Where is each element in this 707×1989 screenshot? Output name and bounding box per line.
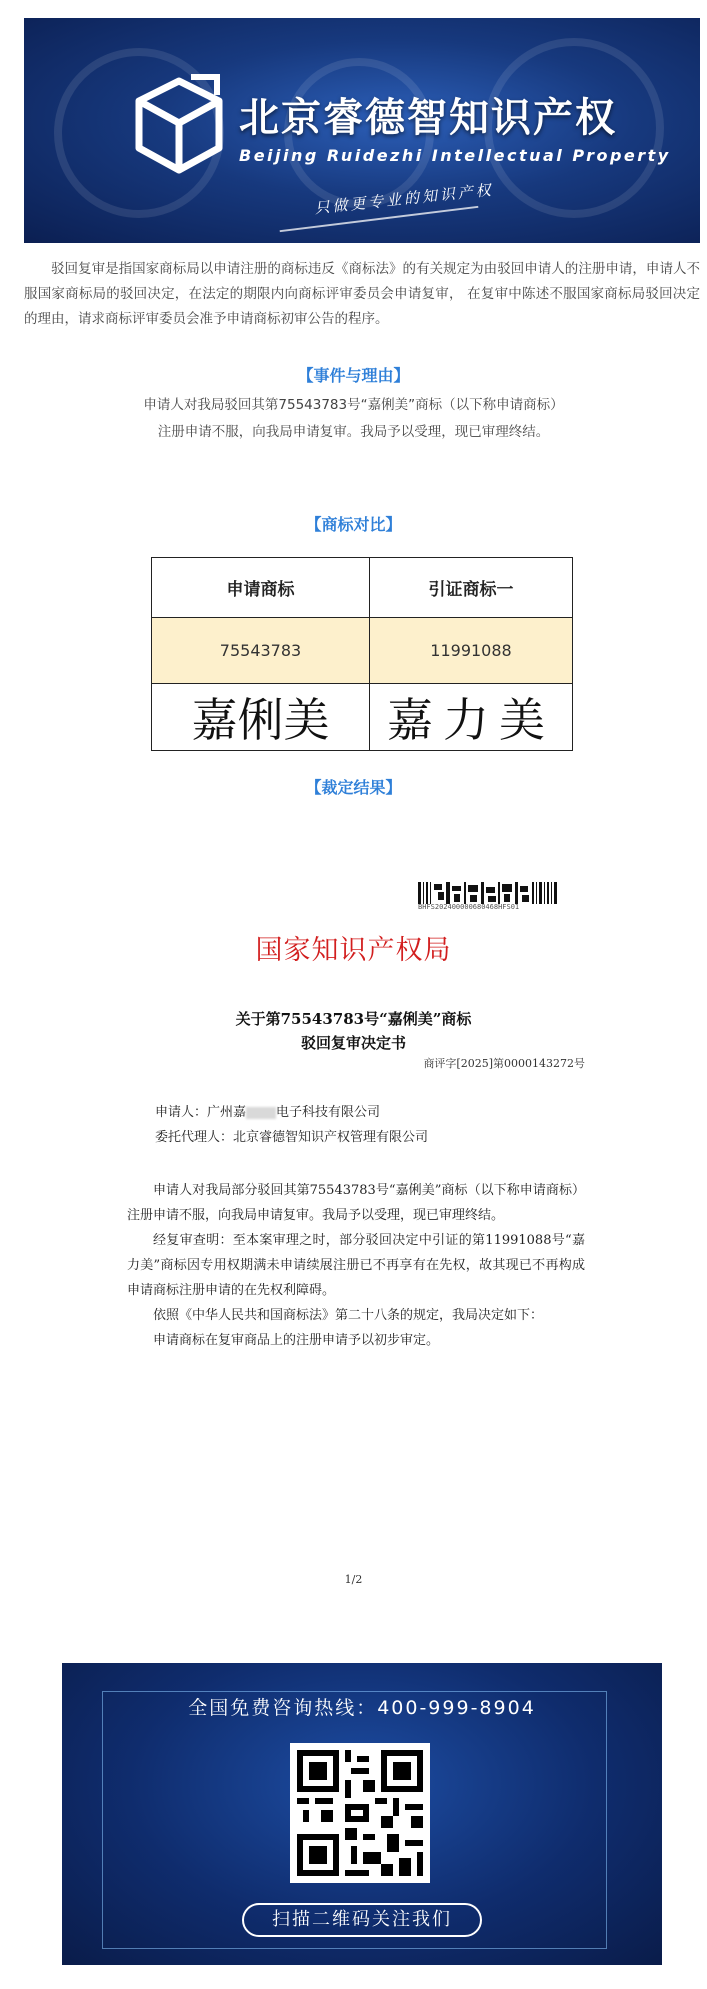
applicant-suffix: 电子科技有限公司 — [276, 1105, 381, 1120]
result-section-title: 【裁定结果】 — [305, 778, 402, 797]
banner-title: 北京睿德智知识产权 — [239, 95, 617, 141]
applicant-line — [155, 1100, 380, 1125]
reason-section-title: 【事件与理由】 — [297, 366, 410, 385]
header-cited-mark: 引证商标一 — [370, 558, 573, 618]
qr-code[interactable] — [290, 1743, 430, 1883]
reason-line-2: 注册申请不服，向我局申请复审。我局予以受理，现已审理终结。 — [157, 424, 550, 440]
reason-line-1: 申请人对我局驳回其第75543783号“嘉俐美”商标（以下称申请商标） — [143, 397, 564, 413]
applied-mark-text: 嘉俐美 — [152, 684, 370, 751]
decision-paragraph-3: 依照《中华人民共和国商标法》第二十八条的规定，我局决定如下： — [153, 1308, 544, 1323]
cited-mark-number: 11991088 — [370, 618, 573, 684]
agency-name: 国家知识产权局 — [255, 935, 452, 966]
table-row — [152, 618, 573, 684]
barcode-text: BHFS202400000680468HFS01 — [418, 903, 520, 911]
contact-footer — [62, 1663, 662, 1965]
barcode-icon — [418, 882, 560, 904]
decision-paragraph-1: 申请人对我局部分驳回其第75543783号“嘉俐美”商标（以下称申请商标）注册申请不服，向我局申请复审。我局予以受理，现已审理终结。 — [127, 1183, 585, 1223]
decision-number: 商评字[2025]第0000143272号 — [423, 1057, 585, 1070]
applied-mark-number: 75543783 — [152, 618, 370, 684]
cited-mark-text: 嘉力美 — [370, 684, 573, 751]
banner-slogan: 只做更专业的知识产权 — [313, 180, 495, 218]
banner-subtitle: Beijing Ruidezhi Intellectual Property — [239, 146, 671, 165]
header-applied-mark: 申请商标 — [152, 558, 370, 618]
agent-line: 委托代理人：北京睿德智知识产权管理有限公司 — [155, 1130, 429, 1145]
applicant-prefix: 申请人：广州嘉 — [155, 1105, 247, 1120]
decision-title-line-2: 驳回复审决定书 — [300, 1034, 406, 1052]
compare-section-title: 【商标对比】 — [305, 515, 402, 534]
page-number: 1/2 — [344, 1573, 363, 1586]
qr-code-icon — [297, 1750, 423, 1876]
decision-title-line-1: 关于第75543783号“嘉俐美”商标 — [235, 1010, 472, 1028]
redacted-block — [246, 1107, 276, 1119]
company-logo-icon — [129, 73, 229, 178]
trademark-compare-table — [151, 557, 573, 751]
decision-paragraph-2: 经复审查明：至本案审理之时，部分驳回决定中引证的第11991088号“嘉力美”商标因专用权期满未申请续展注册已不再享有在先权，故其现已不再构成申请商标注册申请的在先权利障碍。 — [127, 1233, 585, 1298]
scan-qr-label: 扫描二维码关注我们 — [242, 1903, 482, 1937]
table-row — [152, 684, 573, 751]
hotline-text: 全国免费咨询热线：400-999-8904 — [188, 1697, 536, 1719]
table-header-row — [152, 558, 573, 618]
company-banner — [24, 18, 700, 243]
decision-paragraph-4: 申请商标在复审商品上的注册申请予以初步审定。 — [153, 1333, 440, 1348]
intro-paragraph: 驳回复审是指国家商标局以申请注册的商标违反《商标法》的有关规定为由驳回申请人的注册申请，申请人不服国家商标局的驳回决定，在法定的期限内向商标评审委员会申请复审， 在复审中陈述不服国家商标局驳回决定的理由，请求商标评审委员会准予申请商标初审公告的程序。 — [24, 261, 700, 327]
